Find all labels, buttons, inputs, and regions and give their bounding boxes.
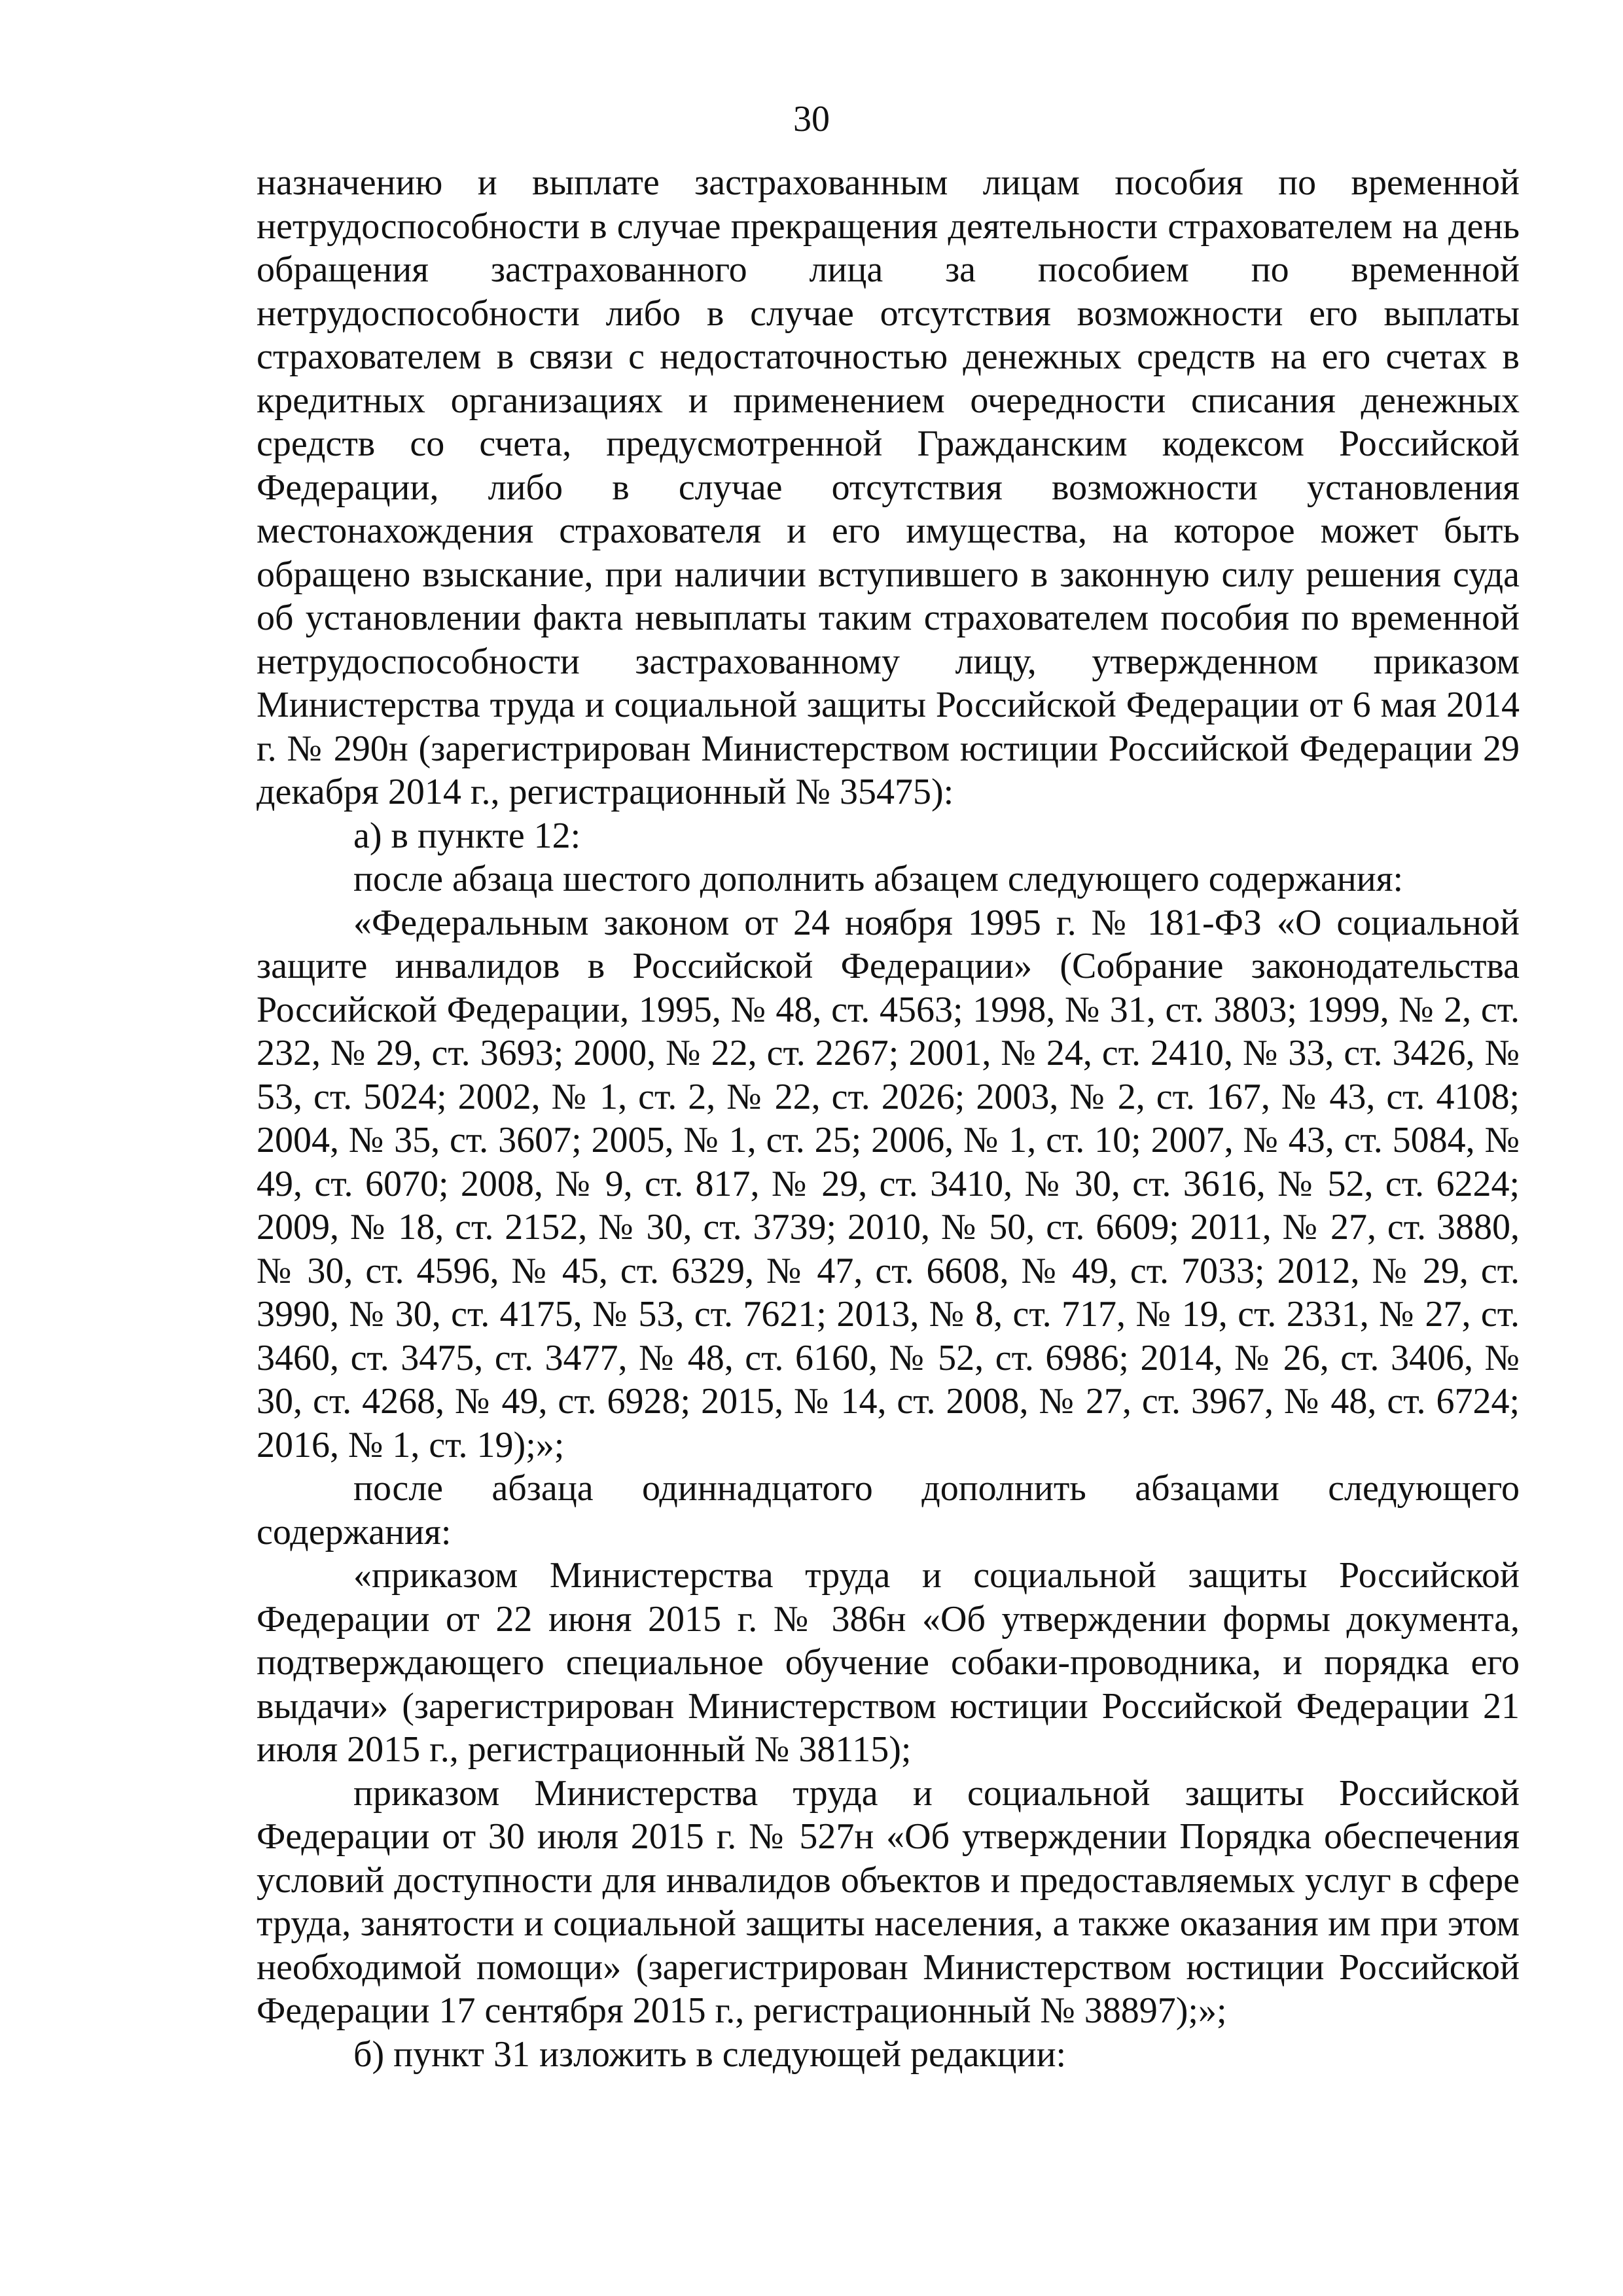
- paragraph-order-386n: «приказом Министерства труда и социальной защиты Российской Федерации от 22 июня 2015 г. № 386н «Об утверждении формы документа, подтверждающего специальное обучение собаки-проводника, и порядка его выдачи» (зарегистрирован Министерством юстиции Российской Федерации 21 июля 2015 г., регистрационный № 38115);: [257, 1555, 1520, 1770]
- paragraph-continuation: назначению и выплате застрахованным лицам пособия по временной нетрудоспособности в случае прекращения деятельности страхователем на день обращения застрахованного лица за пособием по временной нетрудоспособности либо в случае отсутствия возможности его выплаты страхователем в связи с недостаточностью денежных средств на его счетах в кредитных организациях и применением очередности списания денежных средств со счета, предусмотренной Гражданским кодексом Российской Федерации, либо в случае отсутствия возможности установления местонахождения страхователя и его имущества, на которое может быть обращено взыскание, при наличии вступившего в законную силу решения суда об установлении факта невыплаты таким страхователем пособия по временной нетрудоспособности застрахованному лицу, утвержденном приказом Министерства труда и социальной защиты Российской Федерации от 6 мая 2014 г. № 290н (зарегистрирован Министерством юстиции Российской Федерации 29 декабря 2014 г., регистрационный № 35475):: [257, 162, 1520, 812]
- paragraph-subpoint-a: а) в пункте 12:: [353, 815, 581, 856]
- paragraph-subpoint-b: б) пункт 31 изложить в следующей редакции:: [353, 2034, 1067, 2075]
- paragraph-federal-law-quote: «Федеральным законом от 24 ноября 1995 г. № 181-ФЗ «О социальной защите инвалидов в Российской Федерации» (Собрание законодательства Российской Федерации, 1995, № 48, ст. 4563; 1998, № 31, ст. 3803; 1999, № 2, ст. 232, № 29, ст. 3693; 2000, № 22, ст. 2267; 2001, № 24, ст. 2410, № 33, ст. 3426, № 53, ст. 5024; 2002, № 1, ст. 2, № 22, ст. 2026; 2003, № 2, ст. 167, № 43, ст. 4108; 2004, № 35, ст. 3607; 2005, № 1, ст. 25; 2006, № 1, ст. 10; 2007, № 43, ст. 5084, № 49, ст. 6070; 2008, № 9, ст. 817, № 29, ст. 3410, № 30, ст. 3616, № 52, ст. 6224; 2009, № 18, ст. 2152, № 30, ст. 3739; 2010, № 50, ст. 6609; 2011, № 27, ст. 3880, № 30, ст. 4596, № 45, ст. 6329, № 47, ст. 6608, № 49, ст. 7033; 2012, № 29, ст. 3990, № 30, ст. 4175, № 53, ст. 7621; 2013, № 8, ст. 717, № 19, ст. 2331, № 27, ст. 3460, ст. 3475, ст. 3477, № 48, ст. 6160, № 52, ст. 6986; 2014, № 26, ст. 3406, № 30, ст. 4268, № 49, ст. 6928; 2015, № 14, ст. 2008, № 27, ст. 3967, № 48, ст. 6724; 2016, № 1, ст. 19);»;: [257, 902, 1520, 1465]
- paragraph-order-527n: приказом Министерства труда и социальной защиты Российской Федерации от 30 июля 2015 г. № 527н «Об утверждении Порядка обеспечения условий доступности для инвалидов объектов и предоставляемых услуг в сфере труда, занятости и социальной защиты населения, а также оказания им при этом необходимой помощи» (зарегистрирован Министерством юстиции Российской Федерации 17 сентября 2015 г., регистрационный № 38897);»;: [257, 1772, 1520, 2031]
- paragraph-instruction-sixth: после абзаца шестого дополнить абзацем следующего содержания:: [353, 859, 1404, 899]
- paragraph-instruction-eleventh: после абзаца одиннадцатого дополнить абзацами следующего содержания:: [257, 1468, 1520, 1552]
- page-number: 30: [793, 99, 830, 139]
- document-body: [257, 161, 1520, 2076]
